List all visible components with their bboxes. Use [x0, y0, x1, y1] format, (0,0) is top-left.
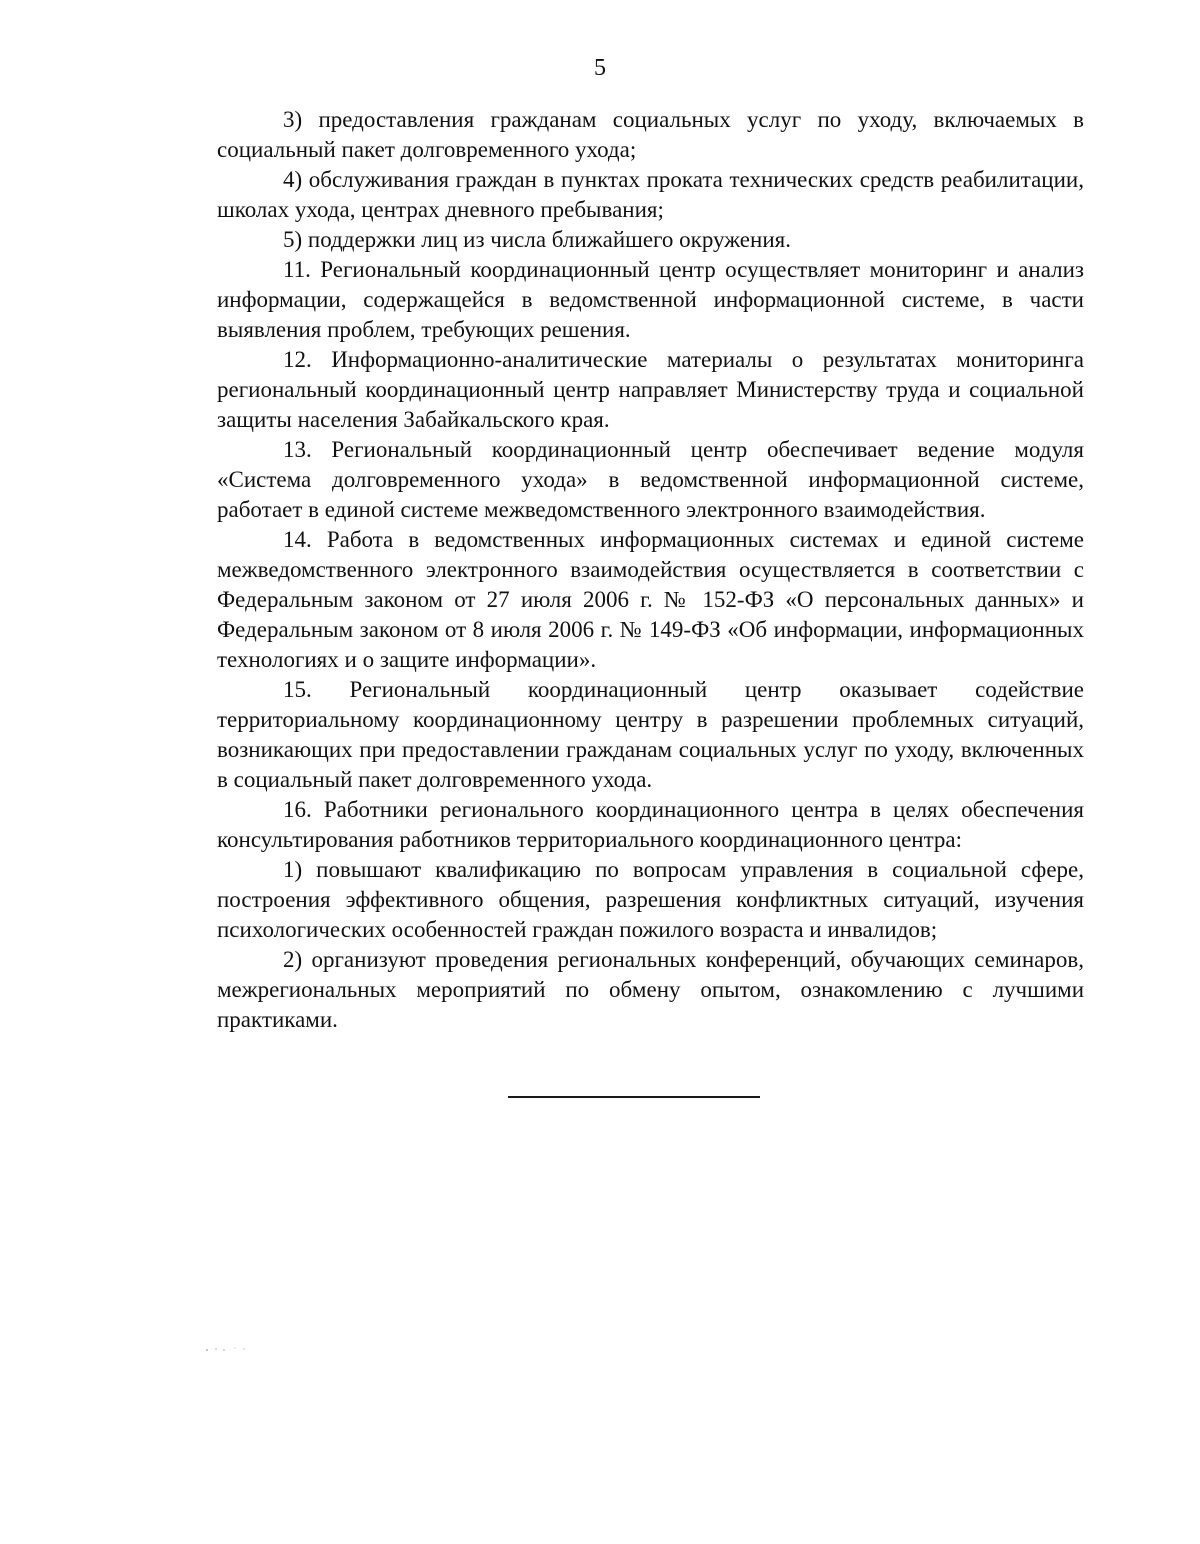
list-item-2-conferences: 2) организуют проведения региональных конференций, обучающих семинаров, межрегиональных мероприятий по обмену опытом, ознакомлению с лучшими практиками.	[217, 947, 1084, 1032]
scan-specks	[204, 1346, 248, 1352]
clause-11-monitoring: 11. Региональный координационный центр осуществляет мониторинг и анализ информации, содержащейся в ведомственной информационной системе, в части выявления проблем, требующих решения.	[217, 257, 1084, 342]
page-number: 5	[594, 55, 606, 81]
clause-15-assistance: 15. Региональный координационный центр оказывает содействие территориальному координационному центру в разрешении проблемных ситуаций, возникающих при предоставлении гражданам социальных услуг по уходу, включенных в социальный пакет долговременного ухода.	[217, 677, 1084, 792]
list-item-4-rental-points: 4) обслуживания граждан в пунктах проката технических средств реабилитации, школах ухода, центрах дневного пребывания;	[217, 167, 1084, 222]
list-item-3-social-services: 3) предоставления гражданам социальных услуг по уходу, включаемых в социальный пакет долговременного ухода;	[217, 107, 1084, 162]
clause-16-staff-duties: 16. Работники регионального координационного центра в целях обеспечения консультирования работников территориального координационного центра:	[217, 797, 1084, 852]
clause-14-federal-laws: 14. Работа в ведомственных информационных системах и единой системе межведомственного электронного взаимодействия осуществляется в соответствии с Федеральным законом от 27 июля 2006 г. № 152-ФЗ «О персональных данных» и Федеральным законом от 8 июля 2006 г. № 149-ФЗ «Об информации, информационных технологиях и о защите информации».	[217, 527, 1084, 672]
clause-13-ltc-module: 13. Региональный координационный центр обеспечивает ведение модуля «Система долговременного ухода» в ведомственной информационной системе, работает в единой системе межведомственного электронного взаимодействия.	[217, 437, 1084, 522]
clause-12-analytical-materials: 12. Информационно-аналитические материалы о результатах мониторинга региональный координационный центр направляет Министерству труда и социальной защиты населения Забайкальского края.	[217, 347, 1084, 432]
document-body	[217, 105, 1084, 1035]
list-item-1-qualification: 1) повышают квалификацию по вопросам управления в социальной сфере, построения эффективного общения, разрешения конфликтных ситуаций, изучения психологических особенностей граждан пожилого возраста и инвалидов;	[217, 857, 1084, 942]
list-item-5-close-environment-support: 5) поддержки лиц из числа ближайшего окружения.	[283, 227, 791, 252]
end-of-document-rule	[508, 1096, 760, 1098]
